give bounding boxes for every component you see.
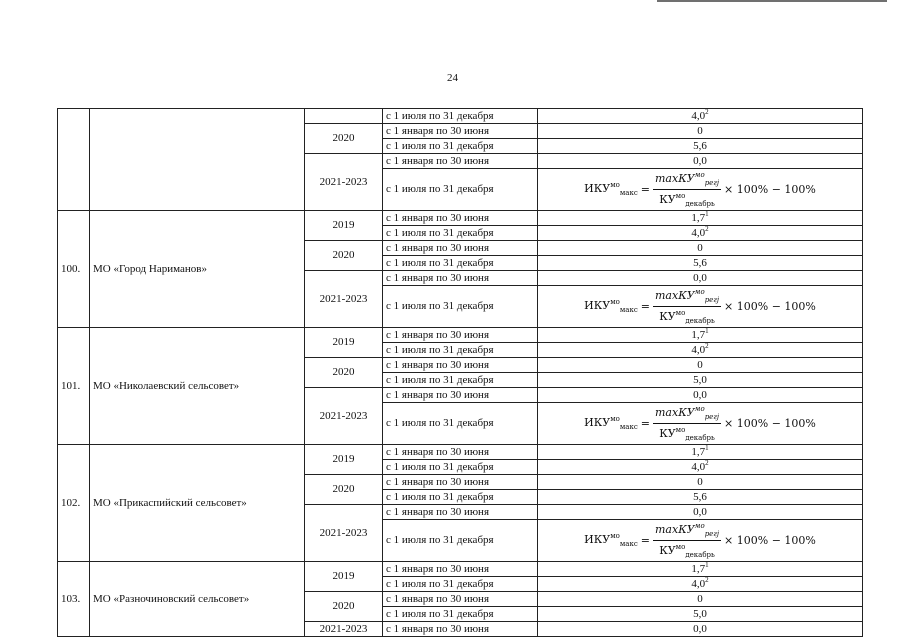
year-cell: 2019 xyxy=(305,445,383,475)
value-footnote: 1 xyxy=(705,210,709,218)
value-text: 5,0 xyxy=(693,373,707,386)
value-text: 0,0 xyxy=(693,622,707,635)
period-cell: с 1 июля по 31 декабря xyxy=(383,490,538,505)
period-cell: с 1 января по 30 июня xyxy=(383,328,538,343)
year-cell: 2020 xyxy=(305,592,383,622)
period-cell: с 1 января по 30 июня xyxy=(383,124,538,139)
period-cell: с 1 января по 30 июня xyxy=(383,271,538,286)
table-row xyxy=(58,109,863,124)
value-cell xyxy=(538,445,863,460)
year-cell: 2021-2023 xyxy=(305,622,383,637)
table-row xyxy=(58,562,863,577)
value-cell xyxy=(538,475,863,490)
period-cell: с 1 января по 30 июня xyxy=(383,358,538,373)
formula-cell xyxy=(538,520,863,562)
value-cell xyxy=(538,328,863,343)
value-cell xyxy=(538,505,863,520)
value-cell xyxy=(538,622,863,637)
value-footnote: 2 xyxy=(705,108,709,116)
year-cell: 2020 xyxy=(305,124,383,154)
year-cell: 2020 xyxy=(305,358,383,388)
value-cell xyxy=(538,607,863,622)
period-cell: с 1 июля по 31 декабря xyxy=(383,343,538,358)
value-footnote: 2 xyxy=(705,342,709,350)
year-cell: 2020 xyxy=(305,475,383,505)
max-increase-formula: $ИКУ^{мо}_{макс}$ = $\frac{\max КУ^{мо}_{регj}}{КУ^{мо}_{декабрь}}$ × 100% − 100% xyxy=(584,405,816,442)
municipality-name-cell xyxy=(90,109,305,211)
value-cell xyxy=(538,211,863,226)
year-cell xyxy=(305,109,383,124)
value-text: 0 xyxy=(697,241,703,254)
value-text: 0 xyxy=(697,592,703,605)
value-text: 0 xyxy=(697,124,703,137)
table-row xyxy=(58,328,863,343)
value-cell xyxy=(538,256,863,271)
value-text: 5,6 xyxy=(693,256,707,269)
value-cell xyxy=(538,226,863,241)
municipality-name-cell: МО «Прикаспийский сельсовет» xyxy=(90,445,305,562)
period-cell: с 1 января по 30 июня xyxy=(383,241,538,256)
year-cell: 2021-2023 xyxy=(305,154,383,211)
value-text: 1,7 xyxy=(691,211,706,224)
table-row xyxy=(58,445,863,460)
max-increase-formula: $ИКУ^{мо}_{макс}$ = $\frac{\max КУ^{мо}_{регj}}{КУ^{мо}_{декабрь}}$ × 100% − 100% xyxy=(584,171,816,208)
row-number-cell: 101. xyxy=(58,328,90,445)
value-text: 1,7 xyxy=(691,328,706,341)
value-text: 4,0 xyxy=(691,109,706,122)
value-cell xyxy=(538,271,863,286)
value-text: 1,7 xyxy=(691,445,706,458)
value-text: 0,0 xyxy=(693,505,707,518)
period-cell: с 1 января по 30 июня xyxy=(383,475,538,490)
row-number-cell: 103. xyxy=(58,562,90,637)
period-cell: с 1 июля по 31 декабря xyxy=(383,256,538,271)
row-number-cell: 102. xyxy=(58,445,90,562)
value-cell xyxy=(538,139,863,154)
value-cell xyxy=(538,460,863,475)
municipality-name-cell: МО «Николаевский сельсовет» xyxy=(90,328,305,445)
value-cell xyxy=(538,562,863,577)
value-text: 4,0 xyxy=(691,577,706,590)
year-cell: 2021-2023 xyxy=(305,505,383,562)
period-cell: с 1 июля по 31 декабря xyxy=(383,109,538,124)
period-cell: с 1 января по 30 июня xyxy=(383,445,538,460)
value-footnote: 2 xyxy=(705,459,709,467)
value-footnote: 1 xyxy=(705,444,709,452)
period-cell: с 1 июля по 31 декабря xyxy=(383,139,538,154)
period-cell: с 1 января по 30 июня xyxy=(383,154,538,169)
page-number: 24 xyxy=(447,72,458,84)
value-text: 0,0 xyxy=(693,271,707,284)
value-cell xyxy=(538,577,863,592)
period-cell: с 1 июля по 31 декабря xyxy=(383,460,538,475)
value-text: 0 xyxy=(697,475,703,488)
scan-artifact-line xyxy=(657,0,887,2)
value-text: 0,0 xyxy=(693,388,707,401)
value-cell xyxy=(538,388,863,403)
value-cell xyxy=(538,241,863,256)
formula-cell xyxy=(538,403,863,445)
row-number-cell xyxy=(58,109,90,211)
municipality-name-cell: МО «Город Нариманов» xyxy=(90,211,305,328)
period-cell: с 1 июля по 31 декабря xyxy=(383,520,538,562)
year-cell: 2019 xyxy=(305,328,383,358)
value-text: 5,0 xyxy=(693,607,707,620)
period-cell: с 1 июля по 31 декабря xyxy=(383,169,538,211)
value-footnote: 2 xyxy=(705,225,709,233)
row-number-cell: 100. xyxy=(58,211,90,328)
period-cell: с 1 июля по 31 декабря xyxy=(383,403,538,445)
formula-cell xyxy=(538,169,863,211)
value-text: 4,0 xyxy=(691,226,706,239)
value-cell xyxy=(538,154,863,169)
period-cell: с 1 января по 30 июня xyxy=(383,505,538,520)
value-cell xyxy=(538,490,863,505)
period-cell: с 1 июля по 31 декабря xyxy=(383,577,538,592)
period-cell: с 1 января по 30 июня xyxy=(383,592,538,607)
period-cell: с 1 июля по 31 декабря xyxy=(383,373,538,388)
year-cell: 2020 xyxy=(305,241,383,271)
value-cell xyxy=(538,592,863,607)
year-cell: 2019 xyxy=(305,211,383,241)
value-cell xyxy=(538,124,863,139)
value-text: 0,0 xyxy=(693,154,707,167)
value-text: 4,0 xyxy=(691,343,706,356)
tariff-table xyxy=(57,108,863,637)
max-increase-formula: $ИКУ^{мо}_{макс}$ = $\frac{\max КУ^{мо}_{регj}}{КУ^{мо}_{декабрь}}$ × 100% − 100% xyxy=(584,522,816,559)
value-text: 4,0 xyxy=(691,460,706,473)
period-cell: с 1 июля по 31 декабря xyxy=(383,607,538,622)
period-cell: с 1 июля по 31 декабря xyxy=(383,286,538,328)
value-cell xyxy=(538,358,863,373)
year-cell: 2021-2023 xyxy=(305,271,383,328)
value-footnote: 2 xyxy=(705,576,709,584)
value-text: 5,6 xyxy=(693,490,707,503)
value-text: 5,6 xyxy=(693,139,707,152)
value-cell xyxy=(538,343,863,358)
period-cell: с 1 января по 30 июня xyxy=(383,622,538,637)
value-text: 1,7 xyxy=(691,562,706,575)
year-cell: 2019 xyxy=(305,562,383,592)
municipality-name-cell: МО «Разночиновский сельсовет» xyxy=(90,562,305,637)
period-cell: с 1 июля по 31 декабря xyxy=(383,226,538,241)
value-cell xyxy=(538,109,863,124)
max-increase-formula: $ИКУ^{мо}_{макс}$ = $\frac{\max КУ^{мо}_{регj}}{КУ^{мо}_{декабрь}}$ × 100% − 100% xyxy=(584,288,816,325)
year-cell: 2021-2023 xyxy=(305,388,383,445)
value-footnote: 1 xyxy=(705,327,709,335)
period-cell: с 1 января по 30 июня xyxy=(383,388,538,403)
value-footnote: 1 xyxy=(705,561,709,569)
formula-cell xyxy=(538,286,863,328)
value-cell xyxy=(538,373,863,388)
value-text: 0 xyxy=(697,358,703,371)
table-row xyxy=(58,211,863,226)
period-cell: с 1 января по 30 июня xyxy=(383,211,538,226)
period-cell: с 1 января по 30 июня xyxy=(383,562,538,577)
